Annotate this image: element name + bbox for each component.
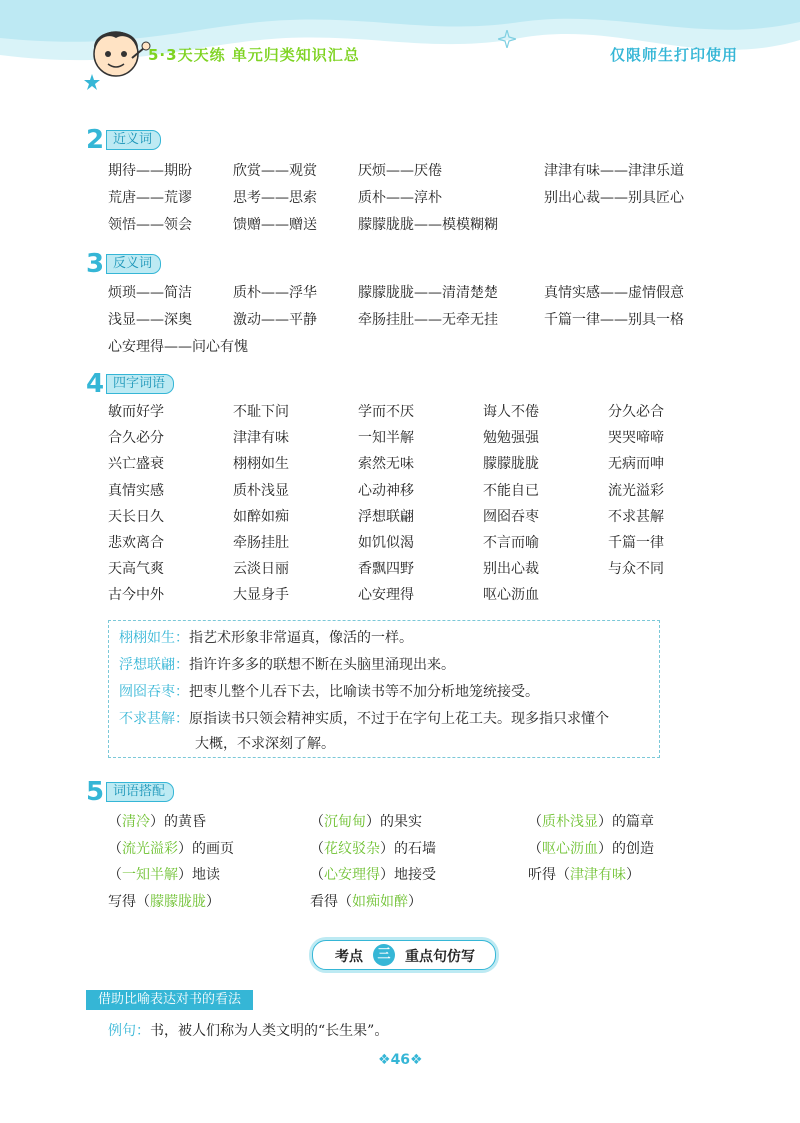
idiom-item: 真情实感	[108, 482, 164, 499]
word-pair: 朦朦胧胧——模模糊糊	[358, 217, 498, 233]
idiom-item: 哭哭啼啼	[608, 430, 664, 447]
idiom-item: 一知半解	[358, 430, 414, 447]
example-text: 书，被人们称为人类文明的“长生果”。	[150, 1023, 389, 1039]
note-continuation: 大概，不求深刻了解。	[195, 736, 335, 752]
subsection-band: 借助比喻表达对书的看法	[86, 990, 253, 1010]
word-pair: 质朴——浮华	[233, 285, 317, 301]
word-pair: 思考——思索	[233, 190, 317, 206]
answer-fill: 沉甸甸	[324, 814, 366, 830]
section-number: 2	[86, 125, 105, 155]
idiom-item: 无病而呻	[608, 456, 664, 473]
collocation-item: （呕心沥血）的创造	[528, 840, 654, 857]
collocation-item: （清冷）的黄昏	[108, 814, 206, 830]
idiom-item: 大显身手	[233, 587, 289, 604]
section-idioms-heading	[86, 369, 174, 399]
idiom-item: 囫囵吞枣	[483, 508, 539, 525]
collocation-item: （一知半解）地读	[108, 867, 220, 883]
note-item: 囫囵吞枣：把枣儿整个儿吞下去，比喻读书等不加分析地笼统接受。	[119, 684, 539, 700]
idiom-item: 栩栩如生	[233, 456, 289, 473]
kaodian-title: 重点句仿写	[405, 949, 475, 965]
idiom-item: 古今中外	[108, 587, 164, 604]
kaodian-label: 考点	[335, 949, 363, 965]
answer-fill: 如痴如醉	[352, 893, 408, 910]
page-number-decor-right: ❖	[410, 1052, 423, 1068]
page-header	[0, 0, 800, 95]
page-number: ❖46❖	[378, 1052, 423, 1068]
idiom-explanations-box	[108, 620, 660, 758]
star-icon	[84, 74, 100, 90]
note-item: 栩栩如生：指艺术形象非常逼真，像活的一样。	[119, 630, 413, 646]
collocation-item: 看得（如痴如醉）	[310, 893, 422, 910]
answer-fill: 一知半解	[122, 867, 178, 883]
section-antonyms-heading	[86, 249, 161, 279]
section-label: 词语搭配	[106, 782, 174, 802]
idiom-item: 呕心沥血	[483, 587, 539, 604]
idiom-item: 牵肠挂肚	[233, 535, 289, 551]
word-pair: 心安理得——问心有愧	[108, 339, 248, 355]
header-title: 5·3天天练 单元归类知识汇总	[148, 46, 360, 64]
section-label: 四字词语	[106, 374, 174, 394]
answer-fill: 呕心沥血	[542, 840, 598, 857]
word-pair: 千篇一律——别具一格	[544, 312, 684, 328]
word-pair: 激动——平静	[233, 312, 317, 328]
idiom-item: 与众不同	[608, 561, 664, 578]
idiom-item: 质朴浅显	[233, 482, 289, 499]
idiom-item: 诲人不倦	[483, 404, 539, 420]
collocation-item: （沉甸甸）的果实	[310, 814, 422, 830]
idiom-item: 合久必分	[108, 430, 164, 447]
word-pair: 厌烦——厌倦	[358, 163, 442, 179]
idiom-item: 如醉如痴	[233, 508, 289, 525]
collocation-item: 写得（朦朦胧胧）	[108, 893, 220, 910]
example-sentence	[108, 1022, 388, 1040]
idiom-item: 千篇一律	[608, 535, 664, 551]
word-pair: 烦琐——简洁	[108, 285, 192, 301]
section-number: 3	[86, 249, 105, 279]
idiom-item: 勉勉强强	[483, 430, 539, 447]
answer-fill: 花纹驳杂	[324, 840, 380, 857]
idiom-item: 敏而好学	[108, 404, 164, 420]
header-right-note: 仅限师生打印使用	[610, 46, 739, 64]
idiom-item: 天长日久	[108, 508, 164, 525]
word-pair: 欣赏——观赏	[233, 163, 317, 179]
answer-fill: 质朴浅显	[542, 814, 598, 830]
idiom-item: 学而不厌	[358, 404, 414, 420]
idiom-item: 不耻下问	[233, 404, 289, 420]
answer-fill: 流光溢彩	[122, 840, 178, 857]
word-pair: 荒唐——荒谬	[108, 190, 192, 206]
word-pair: 津津有味——津津乐道	[544, 163, 684, 179]
word-pair: 浅显——深奥	[108, 312, 192, 328]
section-number: 4	[86, 369, 105, 399]
idiom-item: 心动神移	[358, 482, 414, 499]
word-pair: 领悟——领会	[108, 217, 192, 233]
idiom-item: 兴亡盛衰	[108, 456, 164, 473]
idiom-item: 如饥似渴	[358, 535, 414, 551]
word-pair: 朦朦胧胧——清清楚楚	[358, 285, 498, 301]
idiom-item: 朦朦胧胧	[483, 456, 539, 473]
idiom-item: 浮想联翩	[358, 508, 414, 525]
kaodian-banner	[312, 940, 496, 970]
idiom-item: 云淡日丽	[233, 561, 289, 578]
idiom-item: 流光溢彩	[608, 482, 664, 499]
section-label: 近义词	[106, 130, 161, 150]
kaodian-number: 三	[373, 944, 395, 966]
collocation-item: （流光溢彩）的画页	[108, 840, 234, 857]
idiom-item: 不言而喻	[483, 535, 539, 551]
word-pair: 牵肠挂肚——无牵无挂	[358, 312, 498, 328]
section-synonyms-heading	[86, 125, 161, 155]
collocation-item: 听得（津津有味）	[528, 867, 640, 883]
collocation-item: （质朴浅显）的篇章	[528, 814, 654, 830]
collocation-item: （花纹驳杂）的石墙	[310, 840, 436, 857]
collocation-item: （心安理得）地接受	[310, 867, 436, 883]
idiom-item: 不能自已	[483, 482, 539, 499]
idiom-item: 津津有味	[233, 430, 289, 447]
word-pair: 质朴——淳朴	[358, 190, 442, 206]
idiom-item: 心安理得	[358, 587, 414, 604]
idiom-item: 索然无味	[358, 456, 414, 473]
word-pair: 馈赠——赠送	[233, 217, 317, 233]
answer-fill: 津津有味	[570, 867, 626, 883]
answer-fill: 清冷	[122, 814, 150, 830]
answer-fill: 心安理得	[324, 867, 380, 883]
answer-fill: 朦朦胧胧	[150, 893, 206, 910]
word-pair: 别出心裁——别具匠心	[544, 190, 684, 206]
idiom-item: 香飘四野	[358, 561, 414, 578]
section-label: 反义词	[106, 254, 161, 274]
note-item: 浮想联翩：指许许多多的联想不断在头脑里涌现出来。	[119, 657, 455, 673]
word-pair: 期待——期盼	[108, 163, 192, 179]
page-number-decor-left: ❖	[378, 1052, 391, 1068]
word-pair: 真情实感——虚情假意	[544, 285, 684, 301]
section-collocations-heading	[86, 777, 174, 807]
idiom-item: 天高气爽	[108, 561, 164, 578]
idiom-item: 悲欢离合	[108, 535, 164, 551]
section-number: 5	[86, 777, 105, 807]
idiom-item: 不求甚解	[608, 508, 664, 525]
example-label: 例句：	[108, 1023, 150, 1039]
note-item: 不求甚解：原指读书只领会精神实质，不过于在字句上花工夫。现多指只求懂个	[119, 711, 609, 727]
idiom-item: 别出心裁	[483, 561, 539, 578]
idiom-item: 分久必合	[608, 404, 664, 420]
sparkle-icon	[498, 30, 516, 48]
